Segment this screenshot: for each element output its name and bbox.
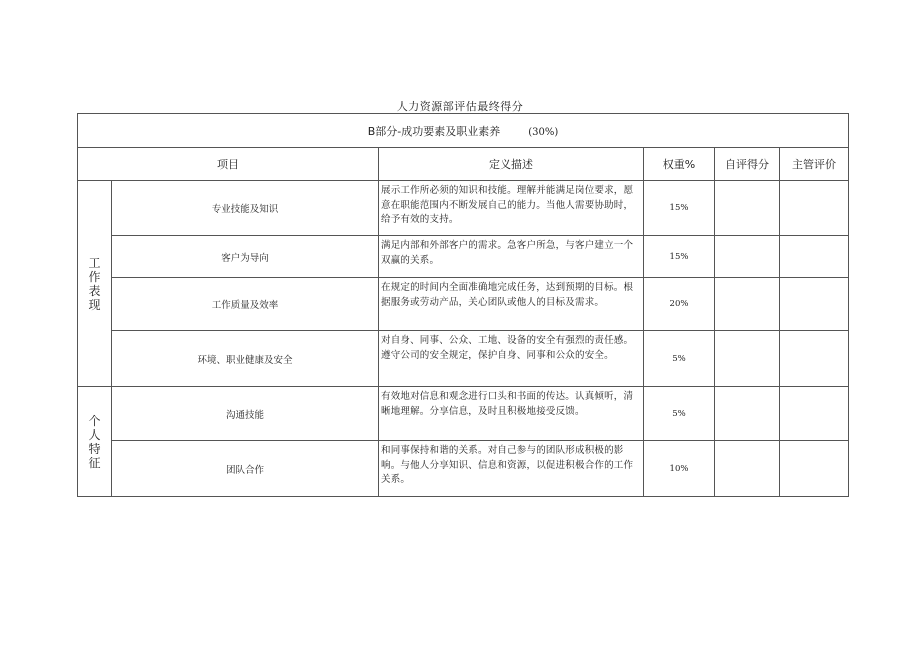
group-char: 工 xyxy=(88,255,101,270)
row-weight: 20% xyxy=(644,278,715,331)
evaluation-table xyxy=(77,113,849,497)
table-row xyxy=(78,387,849,441)
row-description: 满足内部和外部客户的需求。急客户所急，与客户建立一个双赢的关系。 xyxy=(379,236,644,278)
group-work-performance xyxy=(78,181,112,387)
section-header-row xyxy=(78,114,849,148)
row-item: 沟通技能 xyxy=(112,387,379,441)
section-header-cell xyxy=(78,114,849,148)
manager-eval-cell[interactable] xyxy=(780,331,849,387)
header-manager-eval: 主管评价 xyxy=(780,148,849,181)
manager-eval-cell[interactable] xyxy=(780,387,849,441)
section-label: B部分-成功要素及职业素养 xyxy=(367,124,501,138)
row-description: 有效地对信息和观念进行口头和书面的传达。认真倾听，清晰地理解。分享信息，及时且积极地接受反馈。 xyxy=(379,387,644,441)
group-char: 征 xyxy=(88,455,101,470)
row-weight: 5% xyxy=(644,331,715,387)
row-description: 和同事保持和谐的关系。对自己参与的团队形成积极的影响。与他人分享知识、信息和资源，以促进积极合作的工作关系。 xyxy=(379,441,644,497)
row-weight: 10% xyxy=(644,441,715,497)
row-weight: 15% xyxy=(644,236,715,278)
row-weight: 5% xyxy=(644,387,715,441)
group-char: 现 xyxy=(88,297,101,312)
document-title: 人力资源部评估最终得分 xyxy=(396,100,524,113)
table-row xyxy=(78,441,849,497)
column-header-row xyxy=(78,148,849,181)
group-personal-traits xyxy=(78,387,112,497)
header-self-score: 自评得分 xyxy=(715,148,780,181)
manager-eval-cell[interactable] xyxy=(780,278,849,331)
row-item: 工作质量及效率 xyxy=(112,278,379,331)
manager-eval-cell[interactable] xyxy=(780,441,849,497)
row-item: 客户为导向 xyxy=(112,236,379,278)
self-score-cell[interactable] xyxy=(715,181,780,236)
group-char: 表 xyxy=(88,283,101,298)
group-char: 作 xyxy=(88,269,101,284)
group-char: 个 xyxy=(88,413,101,428)
manager-eval-cell[interactable] xyxy=(780,181,849,236)
self-score-cell[interactable] xyxy=(715,236,780,278)
header-weight: 权重% xyxy=(644,148,715,181)
self-score-cell[interactable] xyxy=(715,331,780,387)
self-score-cell[interactable] xyxy=(715,441,780,497)
header-definition: 定义描述 xyxy=(379,148,644,181)
table-row xyxy=(78,278,849,331)
header-item: 项目 xyxy=(78,148,379,181)
group-char: 人 xyxy=(88,427,101,442)
manager-eval-cell[interactable] xyxy=(780,236,849,278)
row-item: 专业技能及知识 xyxy=(112,181,379,236)
row-description: 对自身、同事、公众、工地、设备的安全有强烈的责任感。遵守公司的安全规定，保护自身、同事和公众的安全。 xyxy=(379,331,644,387)
row-description: 在规定的时间内全面准确地完成任务，达到预期的目标。根据服务或劳动产品，关心团队或他人的目标及需求。 xyxy=(379,278,644,331)
table-row xyxy=(78,181,849,236)
section-percent: (30%) xyxy=(528,126,559,138)
self-score-cell[interactable] xyxy=(715,278,780,331)
table-row xyxy=(78,331,849,387)
row-description: 展示工作所必须的知识和技能。理解并能满足岗位要求，愿意在职能范围内不断发展自己的能力。当他人需要协助时，给予有效的支持。 xyxy=(379,181,644,236)
group-char: 特 xyxy=(88,441,101,456)
row-item: 环境、职业健康及安全 xyxy=(112,331,379,387)
row-item: 团队合作 xyxy=(112,441,379,497)
row-weight: 15% xyxy=(644,181,715,236)
self-score-cell[interactable] xyxy=(715,387,780,441)
table-row xyxy=(78,236,849,278)
